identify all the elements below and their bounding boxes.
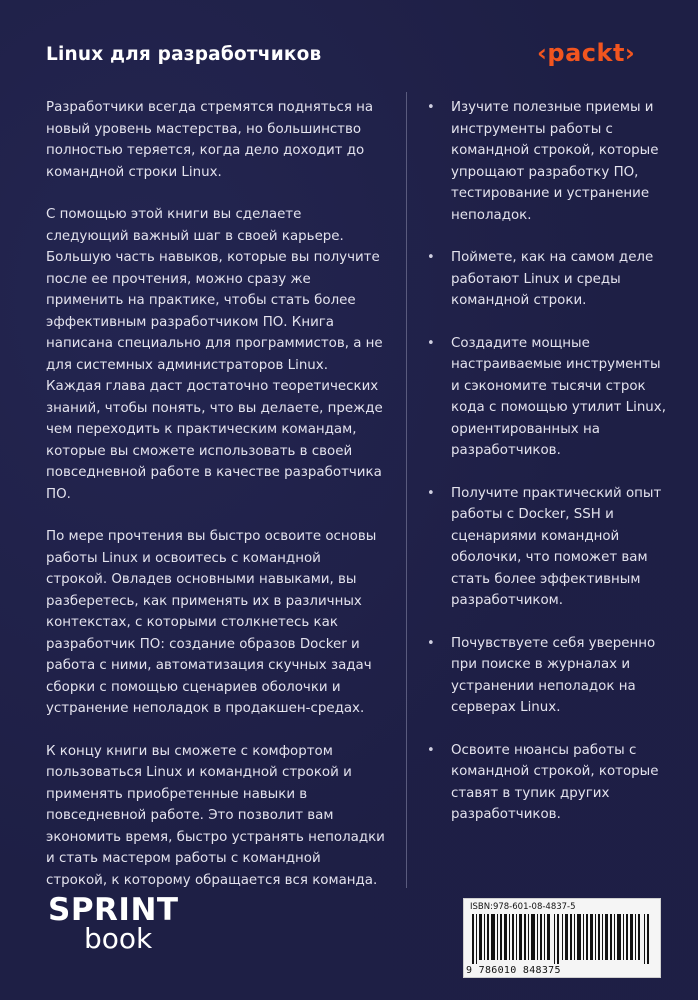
benefit-item [427, 740, 667, 826]
benefit-item [427, 247, 667, 312]
column-divider [406, 92, 407, 888]
benefit-item [427, 97, 667, 226]
bullet-icon: • [427, 335, 435, 351]
bullet-icon: • [427, 485, 435, 501]
benefit-text: Изучите полезные приемы и инструменты работы с командной строкой, которые упрощают разработку ПО, тестирование и устранение неполадок. [451, 100, 659, 223]
sprint-book-logo [48, 894, 188, 964]
benefit-item [427, 483, 667, 612]
isbn-barcode [463, 898, 661, 978]
isbn-label: ISBN:978-601-08-4837-5 [470, 902, 576, 912]
benefit-item [427, 633, 667, 719]
bullet-icon: • [427, 742, 435, 758]
bullet-icon: • [427, 100, 435, 115]
benefit-item [427, 333, 667, 462]
sprint-logo-text: SPRINT [48, 892, 179, 928]
bullet-icon: • [427, 635, 435, 651]
benefits-list [427, 97, 667, 847]
description-paragraph-4: К концу книги вы сможете с комфортом пользоваться Linux и командной строкой и применять приобретенные навыки в повседневной работе. Это позволит вам экономить время, быстро устранять неполадки и стать мастером работы с командной строкой, к которому обращается вся команда. [46, 743, 385, 888]
benefit-text: Поймете, как на самом деле работают Linux и среды командной строки. [451, 250, 654, 308]
benefit-text: Почувствуете себя уверенно при поиске в журналах и устранении неполадок на серверах Linux. [451, 635, 656, 715]
description-paragraph-2: С помощью этой книги вы сделаете следующий важный шаг в своей карьере. Большую часть навыков, которые вы получите после ее прочтения, можно сразу же применить на практике, чтобы стать более эффективным разработчиком ПО. Книга написана специально для программистов, а не для системных администраторов Linux. Каждая глава даст достаточно теоретических знаний, чтобы понять, что вы делаете, прежде чем переходить к практическим командам, которые вы сможете использовать в своей повседневной работе в качестве разработчика ПО. [46, 207, 383, 502]
bullet-icon: • [427, 250, 435, 265]
packt-logo: ‹packt› [537, 39, 636, 67]
description-paragraph-3: По мере прочтения вы быстро освоите основы работы Linux и освоитесь с командной строкой. Овладев основными навыками, вы разберетесь, как применять их в различных контекстах, с которыми столкнетесь как разработчик ПО: создание образов Docker и работа с ними, автоматизация скучных задач сборки с помощью сценариев оболочки и устранение неполадок в продакшен-средах. [46, 529, 377, 716]
book-logo-text: book [84, 922, 153, 955]
barcode-icon [470, 914, 654, 964]
book-title: Linux для разработчиков [46, 44, 322, 65]
description-column [46, 97, 386, 912]
description-paragraph-1: Разработчики всегда стремятся подняться на новый уровень мастерства, но большинство полностью теряется, когда дело доходит до командной строки Linux. [46, 100, 374, 180]
benefit-text: Создадите мощные настраиваемые инструменты и сэкономите тысячи строк кода с помощью утилит Linux, ориентированных на разработчиков. [451, 335, 666, 458]
benefit-text: Освоите нюансы работы с командной строкой, которые ставят в тупик других разработчиков. [451, 742, 659, 822]
barcode-number: 9 786010 848375 [466, 965, 561, 976]
benefit-text: Получите практический опыт работы с Docker, SSH и сценариями командной оболочки, что поможет вам стать более эффективным разработчиком. [451, 485, 662, 608]
